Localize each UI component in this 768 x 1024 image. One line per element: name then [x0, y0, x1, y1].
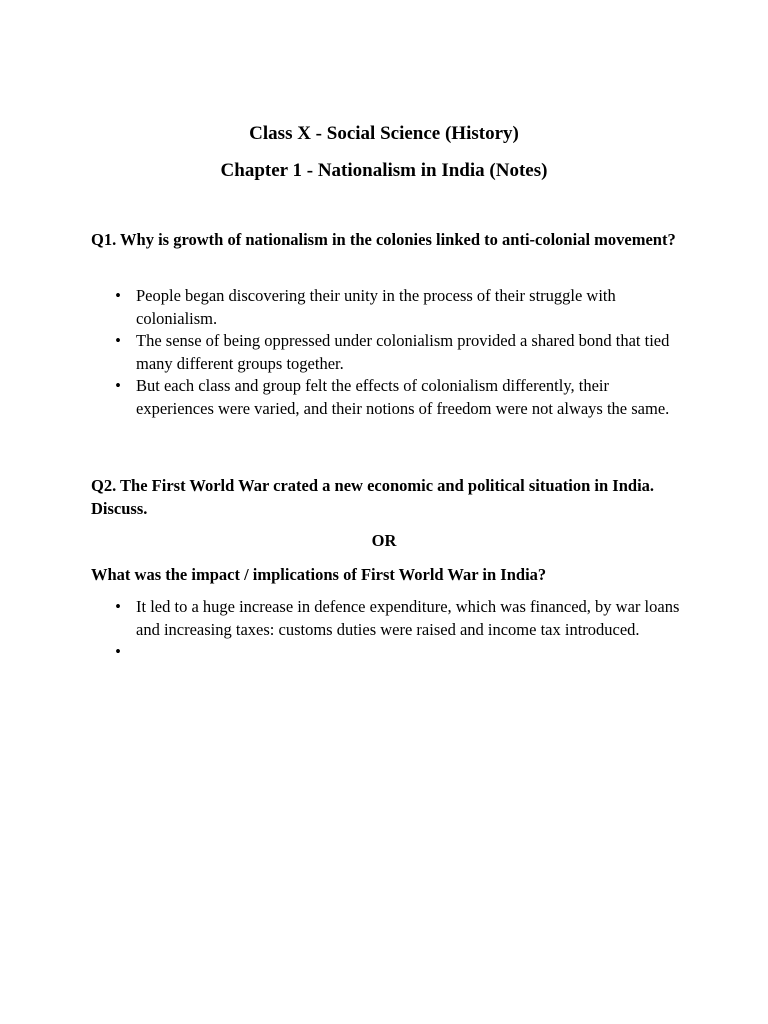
document-title: Class X - Social Science (History) — [249, 123, 519, 144]
bullet-icon: • — [115, 286, 121, 305]
list-item — [0, 375, 681, 420]
list-item-text: It led to a huge increase in defence expenditure, which was financed, by war loans and increasing taxes: customs duties were raised and income tax introduced. — [136, 597, 680, 639]
list-item — [0, 285, 681, 330]
chapter-title: Chapter 1 - Nationalism in India (Notes) — [220, 160, 548, 181]
list-item — [0, 330, 681, 375]
bullet-icon: • — [115, 376, 121, 395]
list-item — [0, 641, 681, 664]
question-1-heading: Q1. Why is growth of nationalism in the colonies linked to anti-colonial movement? — [91, 230, 676, 249]
question-1-answer-list — [0, 285, 768, 420]
list-item — [0, 596, 681, 641]
bullet-icon: • — [115, 331, 121, 350]
question-2-alt-heading: What was the impact / implications of First World War in India? — [91, 565, 547, 584]
question-2-heading: Q2. The First World War crated a new economic and political situation in India. Discuss. — [91, 476, 655, 518]
bullet-icon: • — [115, 597, 121, 616]
bullet-icon: • — [115, 642, 121, 661]
list-item-text: People began discovering their unity in the process of their struggle with colonialism. — [136, 286, 616, 328]
list-item-text: The sense of being oppressed under colonialism provided a shared bond that tied many different groups together. — [136, 331, 670, 373]
or-separator: OR — [371, 531, 397, 550]
question-2-answer-list — [0, 596, 768, 664]
list-item-text — [136, 641, 681, 664]
list-item-text: But each class and group felt the effects of colonialism differently, their experiences were varied, and their notions of freedom were not always the same. — [136, 376, 670, 418]
